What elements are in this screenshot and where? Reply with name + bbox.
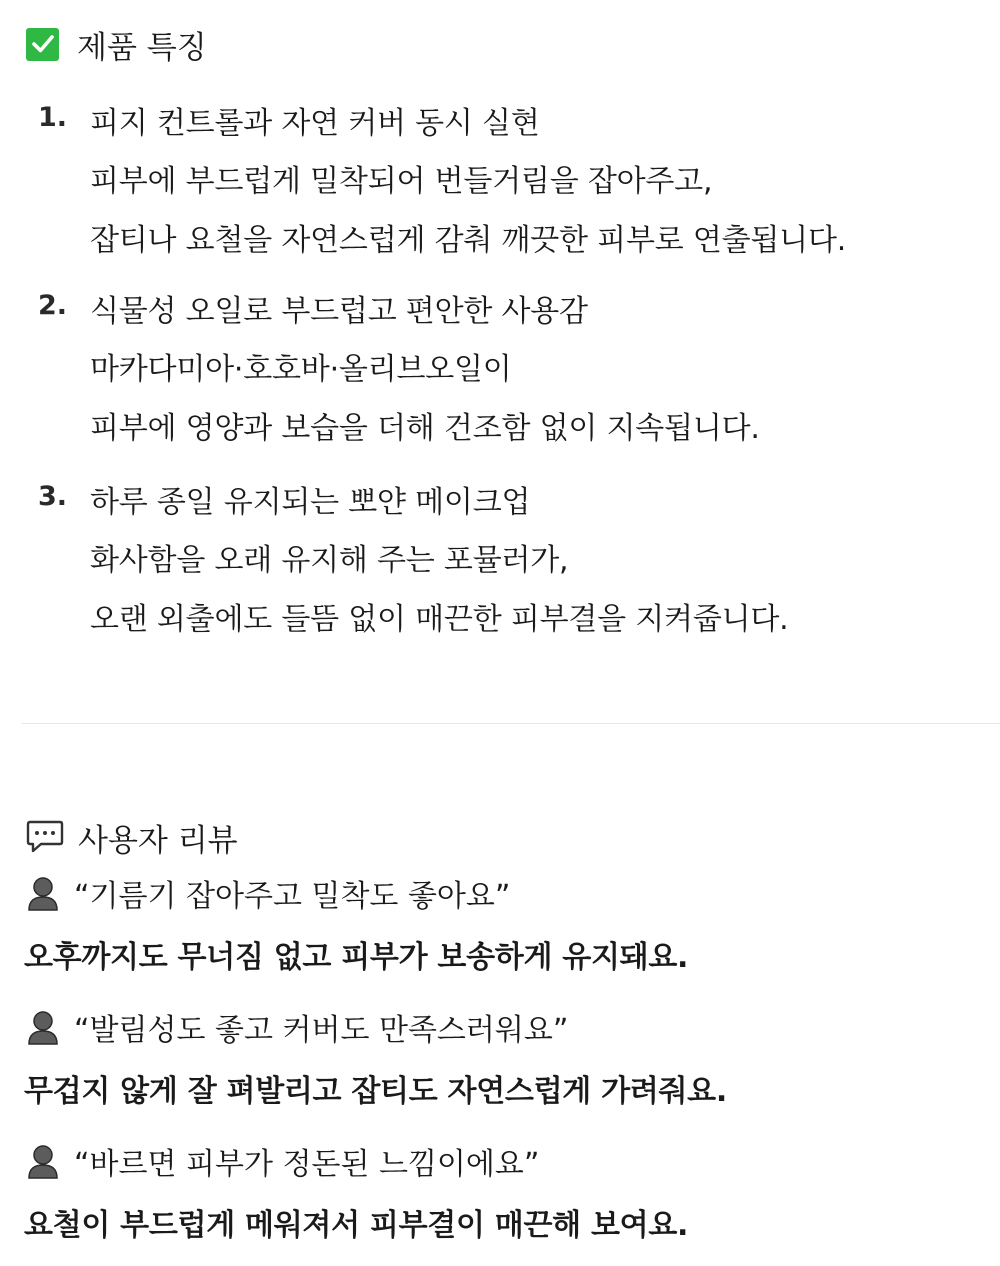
section-divider bbox=[22, 723, 1000, 724]
person-silhouette-icon bbox=[26, 874, 60, 912]
review-body: 요철이 부드럽게 메워져서 피부결이 매끈해 보여요. bbox=[24, 1208, 689, 1243]
feature-number: 3. bbox=[38, 481, 68, 512]
feature-description-line: 잡티나 요철을 자연스럽게 감춰 깨끗한 피부로 연출됩니다. bbox=[90, 223, 847, 258]
feature-title: 하루 종일 유지되는 뽀얀 메이크업 bbox=[90, 485, 531, 520]
check-mark-button-icon bbox=[26, 28, 59, 61]
feature-description-line: 피부에 영양과 보습을 더해 건조함 없이 지속됩니다. bbox=[90, 411, 760, 446]
review-quote: “발림성도 좋고 커버도 만족스러워요” bbox=[74, 1013, 569, 1048]
feature-title: 피지 컨트롤과 자연 커버 동시 실현 bbox=[90, 106, 540, 141]
feature-number: 2. bbox=[38, 290, 68, 321]
features-heading bbox=[26, 22, 207, 66]
features-heading-text: 제품 특징 bbox=[77, 29, 207, 66]
feature-number: 1. bbox=[38, 102, 68, 133]
reviews-heading bbox=[26, 814, 238, 860]
feature-description-line: 마카다미아·호호바·올리브오일이 bbox=[90, 352, 512, 387]
person-silhouette-icon bbox=[26, 1142, 60, 1180]
review-quote-row bbox=[26, 1004, 568, 1050]
review-quote: “바르면 피부가 정돈된 느낌이에요” bbox=[74, 1147, 540, 1182]
feature-description-line: 오랜 외출에도 들뜸 없이 매끈한 피부결을 지켜줍니다. bbox=[90, 602, 789, 637]
review-quote-row bbox=[26, 1138, 539, 1184]
person-silhouette-icon bbox=[26, 1008, 60, 1046]
feature-description-line: 피부에 부드럽게 밀착되어 번들거림을 잡아주고, bbox=[90, 164, 713, 199]
review-body: 오후까지도 무너짐 없고 피부가 보송하게 유지돼요. bbox=[24, 940, 689, 975]
feature-title: 식물성 오일로 부드럽고 편안한 사용감 bbox=[90, 294, 588, 329]
speech-bubble-icon bbox=[26, 819, 64, 855]
reviews-heading-text: 사용자 리뷰 bbox=[78, 822, 238, 859]
review-quote: “기름기 잡아주고 밀착도 좋아요” bbox=[74, 879, 511, 914]
review-body: 무겁지 않게 잘 펴발리고 잡티도 자연스럽게 가려줘요. bbox=[24, 1074, 727, 1109]
review-quote-row bbox=[26, 870, 510, 916]
feature-description-line: 화사함을 오래 유지해 주는 포뮬러가, bbox=[90, 543, 569, 578]
